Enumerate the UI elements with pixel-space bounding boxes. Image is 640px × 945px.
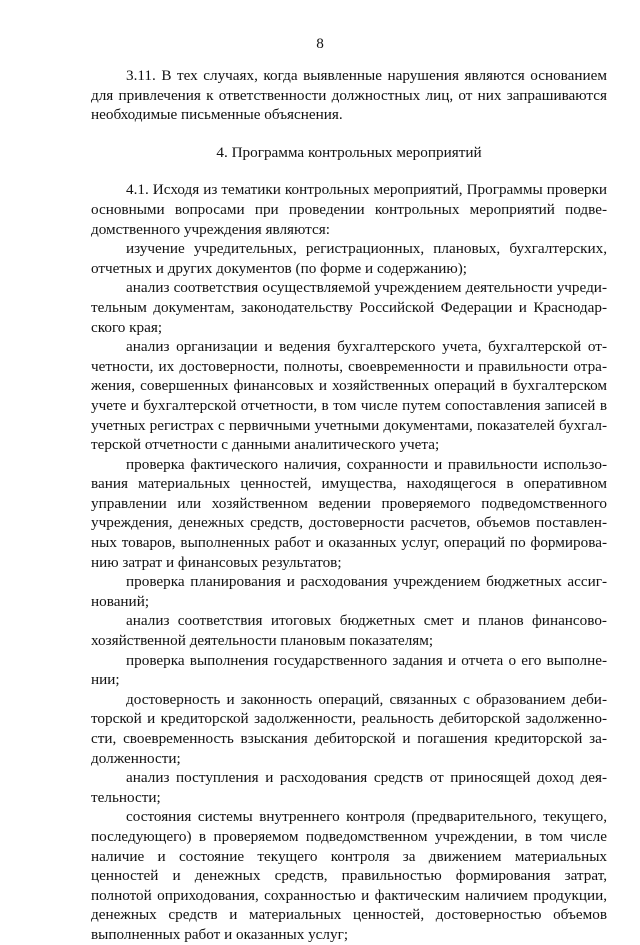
- paragraph-3-11: 3.11. В тех случаях, когда выявленные нарушения являются основанием для привлечения к ответственности должностных лиц, от них запрашиваются необходимые письменные объяснения.: [91, 67, 607, 124]
- list-item-internal-control: состояния системы внутреннего контроля (предварительного, текущего, последующего) в проверяемом подведомственном учреждении, в том числе наличие и состояние текущего контроля за движением материальных ценностей и денежных средств, правильностью формирования затрат, полнотой оприходования, сохранностью и фактическим наличием продукции, денежных средств и материальных ценностей, достоверностью объемов выполненных работ и оказанных услуг;: [91, 808, 607, 943]
- list-item-estimates: анализ соответствия итоговых бюджетных смет и планов финансово-хозяйственной деятельности плановым показателям;: [91, 612, 607, 650]
- list-item-assets: проверка фактического наличия, сохранности и правильности использования материальных ценностей, имущества, находящегося в оперативном управлении или хозяйственном ведении проверяемого подведомственного учреждения, денежных средств, достоверности расчетов, объемов поставленных товаров, выполненных работ и оказанных услуг, операций по формированию затрат и финансовых результатов;: [91, 455, 607, 571]
- list-item-income: анализ поступления и расходования средств от приносящей доход деятельности;: [91, 769, 607, 806]
- document-body: [91, 66, 607, 945]
- list-item-receivables: достоверность и законность операций, связанных с образованием дебиторской и кредиторской задолженности, реальность дебиторской задолженности, своевременность взыскания дебиторской и погашения кредиторской задолженности;: [91, 690, 607, 767]
- paragraph-4-1: 4.1. Исходя из тематики контрольных мероприятий, Программы проверки основными вопросами при проведении контрольных мероприятий подведомственного учреждения являются:: [91, 181, 607, 238]
- page-number: 8: [316, 35, 324, 52]
- list-item-compliance: анализ соответствия осуществляемой учреждением деятельности учредительным документам, законодательству Российской Федерации и Краснодарского края;: [91, 279, 607, 336]
- list-item-accounting: анализ организации и ведения бухгалтерского учета, бухгалтерской отчетности, их достоверности, полноты, своевременности и правильности отражения, совершенных финансовых и хозяйственных операций в бухгалтерском учете и бухгалтерской отчетности, в том числе путем сопоставления записей в учетных регистрах с первичными учетными документами, показателей бухгалтерской отчетности с данными аналитического учета;: [91, 338, 607, 454]
- list-item-state-task: проверка выполнения государственного задания и отчета о его выполнении;: [91, 651, 607, 689]
- list-item-budget: проверка планирования и расходования учреждением бюджетных ассигнований;: [91, 573, 607, 610]
- section-heading: 4. Программа контрольных мероприятий: [216, 143, 482, 161]
- list-item-documents: изучение учредительных, регистрационных, плановых, бухгалтерских, отчетных и других документов (по форме и содержанию);: [91, 240, 607, 277]
